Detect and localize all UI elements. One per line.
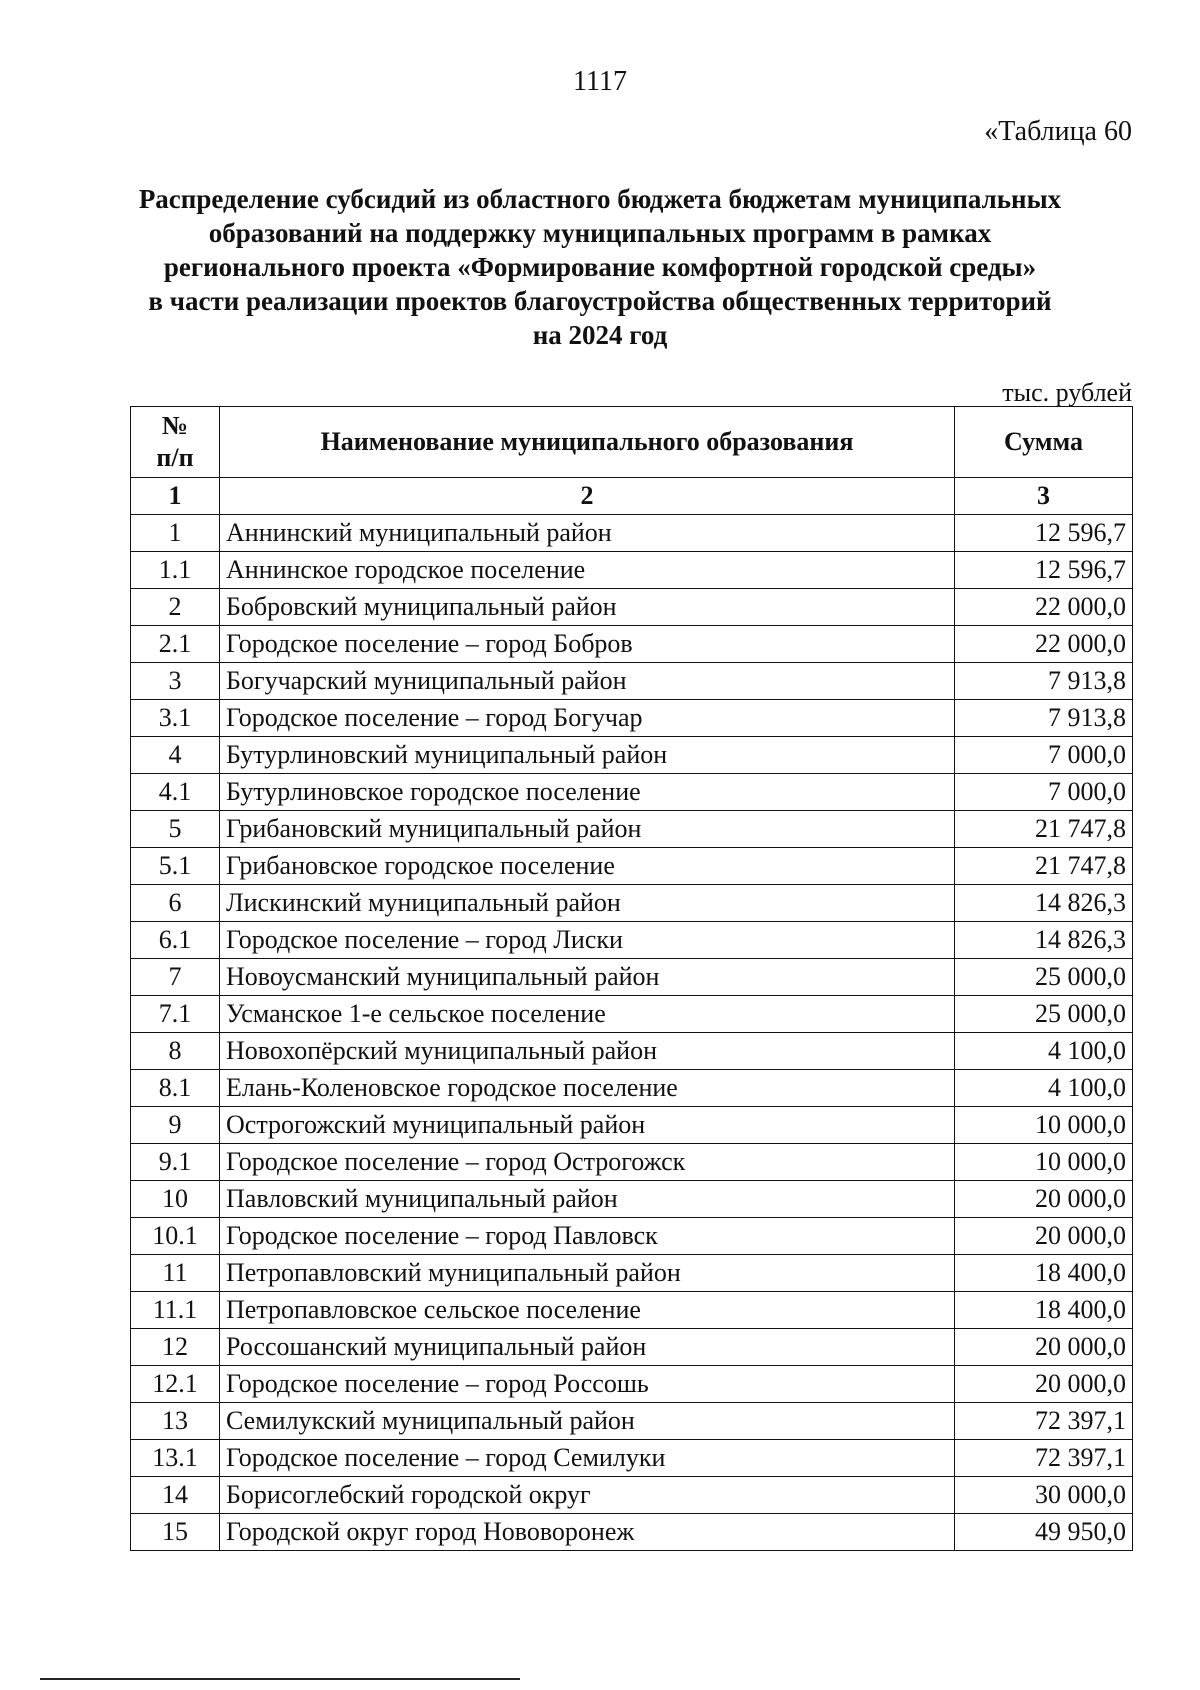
title-line: образований на поддержку муниципальных программ в рамках bbox=[208, 218, 992, 248]
table-row bbox=[131, 1033, 1133, 1070]
subsidy-table bbox=[130, 406, 1133, 1551]
table-row bbox=[131, 811, 1133, 848]
row-name: Городское поселение – город Павловск bbox=[220, 1218, 955, 1255]
row-sum: 25 000,0 bbox=[955, 959, 1133, 996]
row-sum: 14 826,3 bbox=[955, 922, 1133, 959]
header-number-abbr: п/п bbox=[156, 443, 194, 472]
row-number: 8 bbox=[131, 1033, 220, 1070]
document-title bbox=[100, 182, 1100, 352]
table-row bbox=[131, 626, 1133, 663]
header-name: Наименование муниципального образования bbox=[220, 407, 955, 478]
row-sum: 12 596,7 bbox=[955, 552, 1133, 589]
row-number: 5.1 bbox=[131, 848, 220, 885]
row-number: 9 bbox=[131, 1107, 220, 1144]
table-row bbox=[131, 996, 1133, 1033]
title-line: Распределение субсидий из областного бюджета бюджетам муниципальных bbox=[138, 184, 1062, 214]
row-name: Острогожский муниципальный район bbox=[220, 1107, 955, 1144]
header-number-symbol: № bbox=[161, 411, 189, 440]
row-sum: 22 000,0 bbox=[955, 589, 1133, 626]
table-row bbox=[131, 1292, 1133, 1329]
row-name: Лискинский муниципальный район bbox=[220, 885, 955, 922]
row-name: Городское поселение – город Семилуки bbox=[220, 1440, 955, 1477]
row-name: Новоусманский муниципальный район bbox=[220, 959, 955, 996]
index-cell: 3 bbox=[955, 478, 1133, 515]
row-name: Елань-Коленовское городское поселение bbox=[220, 1070, 955, 1107]
table-row bbox=[131, 1440, 1133, 1477]
row-number: 15 bbox=[131, 1514, 220, 1551]
row-number: 3.1 bbox=[131, 700, 220, 737]
table-row bbox=[131, 1366, 1133, 1403]
row-name: Бутурлиновское городское поселение bbox=[220, 774, 955, 811]
row-sum: 20 000,0 bbox=[955, 1181, 1133, 1218]
row-number: 6 bbox=[131, 885, 220, 922]
row-sum: 72 397,1 bbox=[955, 1440, 1133, 1477]
row-sum: 21 747,8 bbox=[955, 811, 1133, 848]
row-name: Аннинский муниципальный район bbox=[220, 515, 955, 552]
row-sum: 49 950,0 bbox=[955, 1514, 1133, 1551]
table-row bbox=[131, 1514, 1133, 1551]
row-sum: 20 000,0 bbox=[955, 1329, 1133, 1366]
row-sum: 25 000,0 bbox=[955, 996, 1133, 1033]
row-number: 2.1 bbox=[131, 626, 220, 663]
index-cell: 1 bbox=[131, 478, 220, 515]
table-row bbox=[131, 552, 1133, 589]
row-number: 4.1 bbox=[131, 774, 220, 811]
row-number: 8.1 bbox=[131, 1070, 220, 1107]
row-sum: 4 100,0 bbox=[955, 1033, 1133, 1070]
row-name: Усманское 1-е сельское поселение bbox=[220, 996, 955, 1033]
row-sum: 72 397,1 bbox=[955, 1403, 1133, 1440]
row-sum: 7 000,0 bbox=[955, 737, 1133, 774]
table-row bbox=[131, 848, 1133, 885]
table-body bbox=[131, 515, 1133, 1551]
table-row bbox=[131, 589, 1133, 626]
row-sum: 7 913,8 bbox=[955, 663, 1133, 700]
row-sum: 22 000,0 bbox=[955, 626, 1133, 663]
row-name: Россошанский муниципальный район bbox=[220, 1329, 955, 1366]
title-line: регионального проекта «Формирование комфортной городской среды» bbox=[163, 252, 1037, 282]
row-name: Новохопёрский муниципальный район bbox=[220, 1033, 955, 1070]
row-sum: 18 400,0 bbox=[955, 1292, 1133, 1329]
row-name: Городское поселение – город Лиски bbox=[220, 922, 955, 959]
row-sum: 12 596,7 bbox=[955, 515, 1133, 552]
row-name: Грибановский муниципальный район bbox=[220, 811, 955, 848]
table-row bbox=[131, 515, 1133, 552]
table-header-row bbox=[131, 407, 1133, 478]
table-row bbox=[131, 922, 1133, 959]
table-row bbox=[131, 700, 1133, 737]
header-sum: Сумма bbox=[955, 407, 1133, 478]
row-sum: 20 000,0 bbox=[955, 1366, 1133, 1403]
row-name: Аннинское городское поселение bbox=[220, 552, 955, 589]
table-row bbox=[131, 774, 1133, 811]
row-name: Бутурлиновский муниципальный район bbox=[220, 737, 955, 774]
row-name: Городское поселение – город Острогожск bbox=[220, 1144, 955, 1181]
table-row bbox=[131, 885, 1133, 922]
row-sum: 7 913,8 bbox=[955, 700, 1133, 737]
row-number: 10 bbox=[131, 1181, 220, 1218]
row-number: 10.1 bbox=[131, 1218, 220, 1255]
row-sum: 30 000,0 bbox=[955, 1477, 1133, 1514]
table-row bbox=[131, 663, 1133, 700]
index-cell: 2 bbox=[220, 478, 955, 515]
row-number: 13.1 bbox=[131, 1440, 220, 1477]
table-index-row bbox=[131, 478, 1133, 515]
units-label: тыс. рублей bbox=[1002, 378, 1132, 407]
row-number: 11.1 bbox=[131, 1292, 220, 1329]
row-number: 4 bbox=[131, 737, 220, 774]
row-name: Семилукский муниципальный район bbox=[220, 1403, 955, 1440]
row-sum: 14 826,3 bbox=[955, 885, 1133, 922]
table-row bbox=[131, 1070, 1133, 1107]
table-label: «Таблица 60 bbox=[984, 116, 1132, 147]
row-name: Борисоглебский городской округ bbox=[220, 1477, 955, 1514]
row-sum: 10 000,0 bbox=[955, 1107, 1133, 1144]
row-name: Петропавловское сельское поселение bbox=[220, 1292, 955, 1329]
title-line: на 2024 год bbox=[532, 320, 668, 350]
table-row bbox=[131, 959, 1133, 996]
row-sum: 4 100,0 bbox=[955, 1070, 1133, 1107]
row-sum: 21 747,8 bbox=[955, 848, 1133, 885]
row-name: Павловский муниципальный район bbox=[220, 1181, 955, 1218]
row-sum: 10 000,0 bbox=[955, 1144, 1133, 1181]
table-row bbox=[131, 1255, 1133, 1292]
row-number: 3 bbox=[131, 663, 220, 700]
title-line: в части реализации проектов благоустройства общественных территорий bbox=[148, 286, 1052, 316]
row-number: 1 bbox=[131, 515, 220, 552]
table-row bbox=[131, 1181, 1133, 1218]
row-sum: 7 000,0 bbox=[955, 774, 1133, 811]
table-row bbox=[131, 737, 1133, 774]
row-name: Городской округ город Нововоронеж bbox=[220, 1514, 955, 1551]
row-sum: 20 000,0 bbox=[955, 1218, 1133, 1255]
row-number: 7.1 bbox=[131, 996, 220, 1033]
row-name: Городское поселение – город Богучар bbox=[220, 700, 955, 737]
row-number: 2 bbox=[131, 589, 220, 626]
table-row bbox=[131, 1477, 1133, 1514]
row-name: Грибановское городское поселение bbox=[220, 848, 955, 885]
row-number: 11 bbox=[131, 1255, 220, 1292]
row-name: Городское поселение – город Бобров bbox=[220, 626, 955, 663]
row-number: 14 bbox=[131, 1477, 220, 1514]
page-number: 1117 bbox=[573, 66, 627, 97]
row-sum: 18 400,0 bbox=[955, 1255, 1133, 1292]
row-number: 13 bbox=[131, 1403, 220, 1440]
row-name: Богучарский муниципальный район bbox=[220, 663, 955, 700]
table-row bbox=[131, 1329, 1133, 1366]
row-number: 7 bbox=[131, 959, 220, 996]
footer-divider bbox=[40, 1678, 520, 1680]
row-number: 9.1 bbox=[131, 1144, 220, 1181]
row-name: Бобровский муниципальный район bbox=[220, 589, 955, 626]
table-row bbox=[131, 1403, 1133, 1440]
table-row bbox=[131, 1107, 1133, 1144]
row-number: 1.1 bbox=[131, 552, 220, 589]
row-name: Городское поселение – город Россошь bbox=[220, 1366, 955, 1403]
row-number: 12 bbox=[131, 1329, 220, 1366]
row-number: 6.1 bbox=[131, 922, 220, 959]
table-row bbox=[131, 1218, 1133, 1255]
row-number: 12.1 bbox=[131, 1366, 220, 1403]
table-row bbox=[131, 1144, 1133, 1181]
header-number bbox=[131, 407, 220, 478]
row-name: Петропавловский муниципальный район bbox=[220, 1255, 955, 1292]
row-number: 5 bbox=[131, 811, 220, 848]
